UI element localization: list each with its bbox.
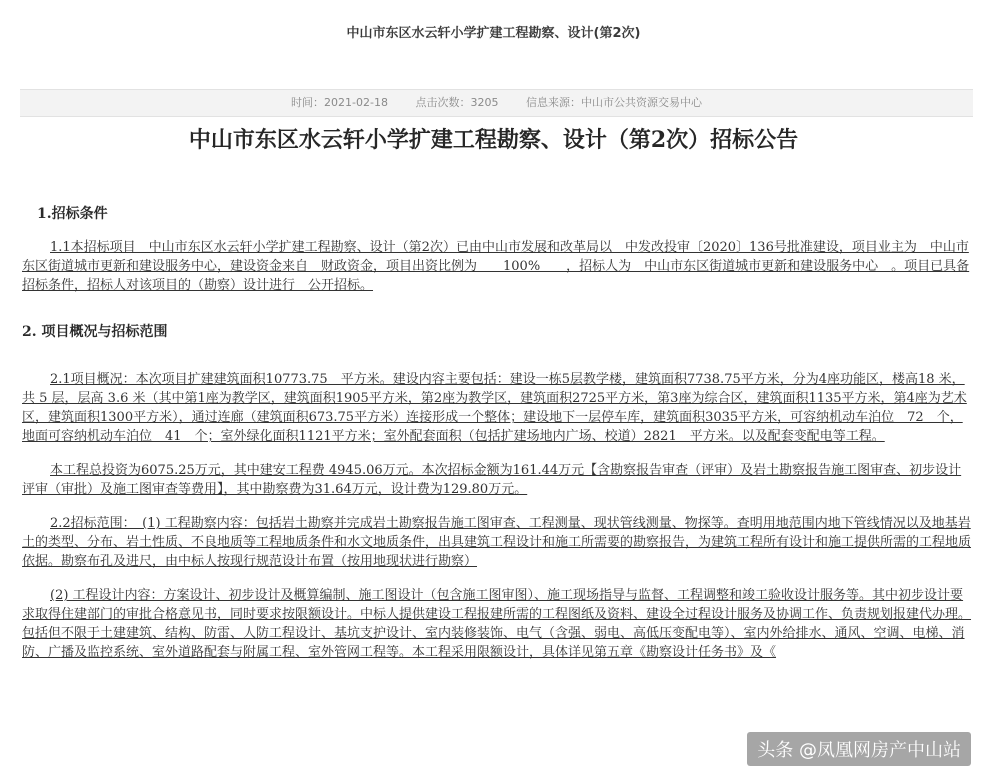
site-title: 中山市东区水云轩小学扩建工程勘察、设计(第2次) <box>346 26 641 41</box>
article-title: 中山市东区水云轩小学扩建工程勘察、设计（第2次）招标公告 <box>188 127 799 153</box>
article-meta-bar <box>20 89 973 117</box>
click-count: 点击次数：3205 <box>415 96 499 109</box>
paragraph: 1.1本招标项目 中山市东区水云轩小学扩建工程勘察、设计（第2次）已由中山市发展和改革局以 中发改投审〔2020〕136号批准建设，项目业主为 中山市东区街道城市更新和建设服务中心，建设资金来自 财政资金，项目出资比例为 100% ，招标人为 中山市东区街道城市更新和建设服务中心 。项目已具备招标条件，招标人对该项目的（勘察）设计进行 公开招标。 <box>22 240 970 293</box>
section-heading: 2. 项目概况与招标范围 <box>22 324 168 340</box>
watermark: 头条 @凤凰网房产中山站 <box>747 732 971 766</box>
info-source: 信息来源：中山市公共资源交易中心 <box>525 96 702 109</box>
section-heading: 1.招标条件 <box>37 206 108 222</box>
publish-time: 时间：2021-02-18 <box>291 96 388 109</box>
article-content <box>22 205 972 662</box>
paragraph: 2.1项目概况：本次项目扩建建筑面积10773.75 平方米。建设内容主要包括：建设一栋5层教学楼，建筑面积7738.75平方米，分为4座功能区，楼高18 米，共 5 层，层高 3.6 米（其中第1座为教学区，建筑面积1905平方米，第2座为教学区，建筑面积2725平方米，第3座为综合区，建筑面积1135平方米，第4座为艺术区，建筑面积1300平方米），通过连廊（建筑面积673.75平方米）连接形成一个整体；建设地下一层停车库，建筑面积3035平方米，可容纳机动车泊位 72 个，地面可容纳机动车泊位 41 个；室外绿化面积1121平方米；室外配套面积（包括扩建场地内广场、校道）2821 平方米。以及配套变配电等工程。 <box>22 372 967 444</box>
paragraph: 2.2招标范围： (1) 工程勘察内容：包括岩土勘察并完成岩土勘察报告施工图审查、工程测量、现状管线测量、物探等。查明用地范围内地下管线情况以及地基岩土的类型、分布、岩土性质、不良地质等工程地质条件和水文地质条件，出具建筑工程设计和施工所需要的勘察报告，为建筑工程所有设计和施工提供所需的工程地质依据。勘察布孔及进尺，由中标人按现行规范设计布置（按用地现状进行勘察） <box>22 516 972 569</box>
paragraph: (2) 工程设计内容：方案设计、初步设计及概算编制、施工图设计（包含施工图审图）、施工现场指导与监督、工程调整和竣工验收设计服务等。其中初步设计要求取得住建部门的审批合格意见书，同时要求按限额设计。中标人提供建设工程报建所需的工程图纸及资料、建设全过程设计服务及协调工作、负责规划报建代办理。包括但不限于土建建筑、结构、防雷、人防工程设计、基坑支护设计、室内装修装饰、电气（含强、弱电、高低压变配电等）、室内外给排水、通风、空调、电梯、消防、广播及监控系统、室外道路配套与附属工程、室外管网工程等。本工程采用限额设计，具体详见第五章《勘察设计任务书》及《 <box>22 588 972 660</box>
paragraph: 本工程总投资为6075.25万元，其中建安工程费 4945.06万元。本次招标金额为161.44万元【含勘察报告审查（评审）及岩土勘察报告施工图审查、初步设计评审（审批）及施工图审查等费用】，其中勘察费为31.64万元，设计费为129.80万元。 <box>22 463 962 497</box>
